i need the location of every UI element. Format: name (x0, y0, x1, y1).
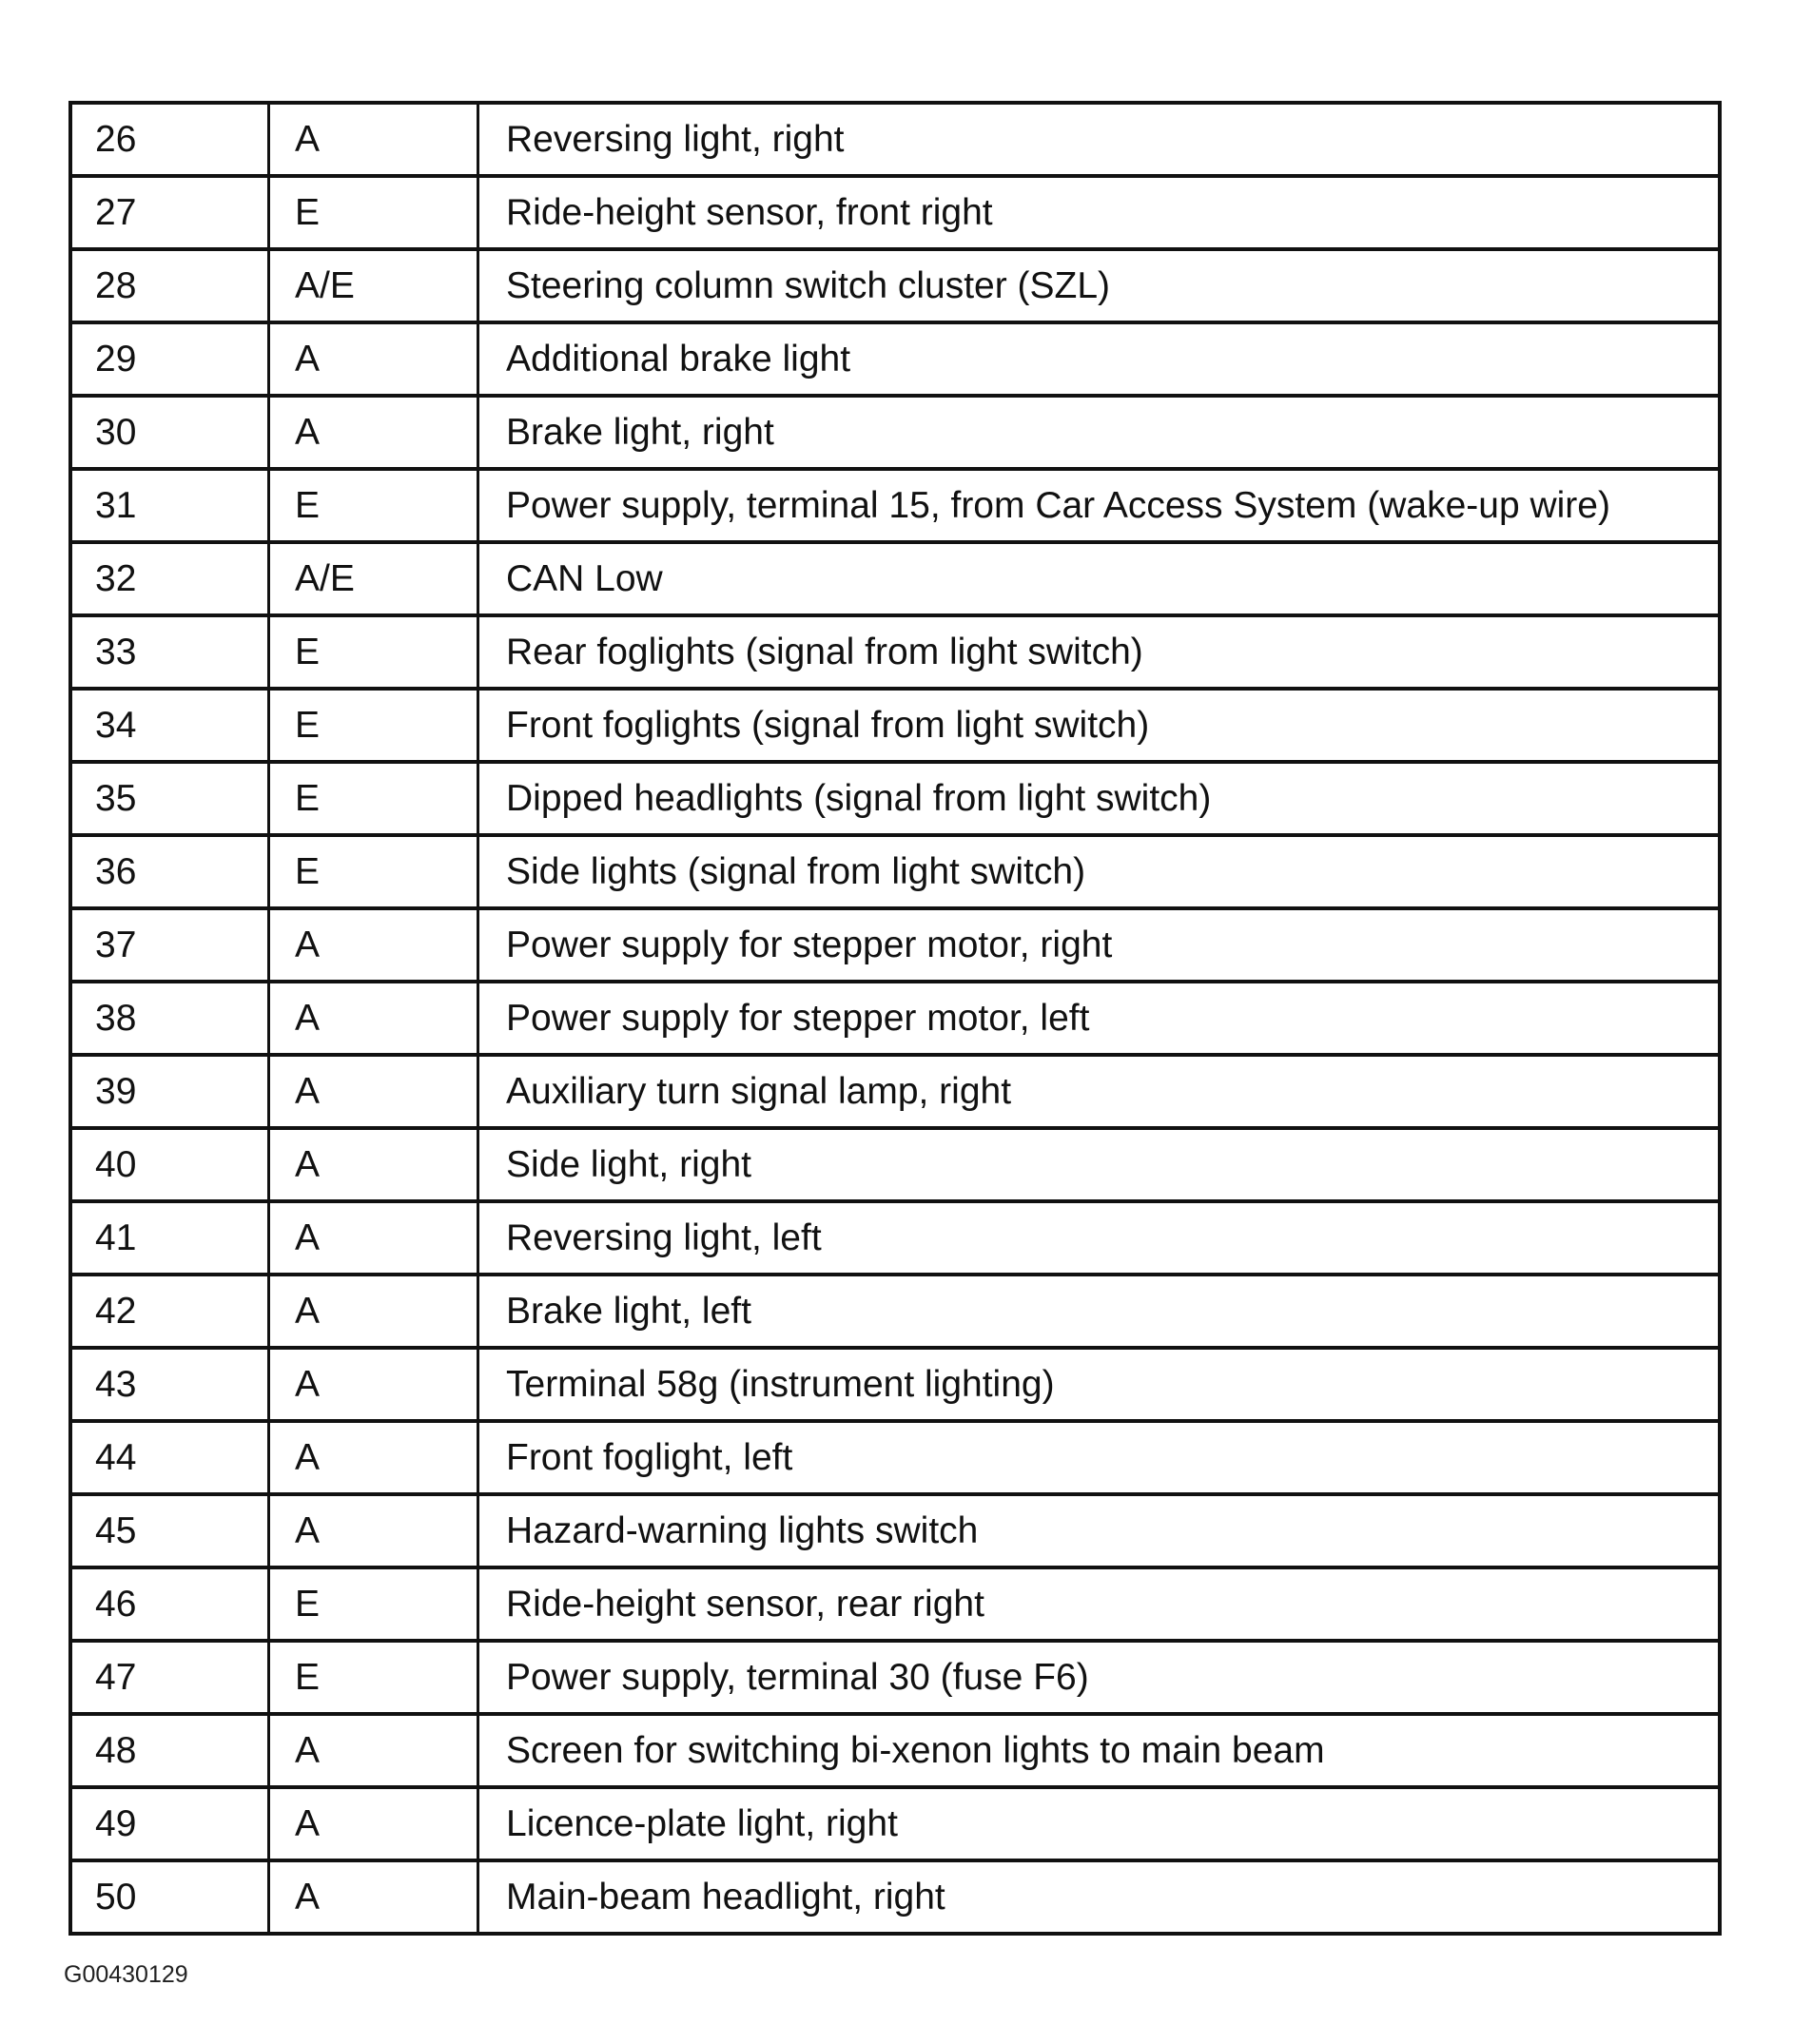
table-body (70, 103, 1720, 1934)
description-cell: Additional brake light (478, 322, 1721, 396)
pin-number-cell: 49 (70, 1787, 269, 1860)
table-row (70, 249, 1720, 322)
pin-number-cell: 26 (70, 103, 269, 176)
figure-id: G00430129 (64, 1961, 188, 1988)
signal-type-cell: A (269, 1348, 478, 1421)
pin-number-cell: 35 (70, 762, 269, 835)
signal-type-cell: A/E (269, 249, 478, 322)
signal-type-cell: A (269, 1275, 478, 1348)
table-row (70, 542, 1720, 615)
signal-type-cell: A (269, 1128, 478, 1201)
signal-type-cell: A (269, 982, 478, 1055)
pin-number-cell: 40 (70, 1128, 269, 1201)
signal-type-cell: E (269, 1567, 478, 1641)
pin-number-cell: 48 (70, 1714, 269, 1787)
table-row (70, 1714, 1720, 1787)
description-cell: Ride-height sensor, front right (478, 176, 1721, 249)
table-row (70, 1128, 1720, 1201)
signal-type-cell: A (269, 1201, 478, 1275)
pin-number-cell: 33 (70, 615, 269, 689)
pin-number-cell: 34 (70, 689, 269, 762)
description-cell: Ride-height sensor, rear right (478, 1567, 1721, 1641)
table-row (70, 762, 1720, 835)
signal-type-cell: A (269, 1494, 478, 1567)
table-row (70, 835, 1720, 908)
pin-number-cell: 38 (70, 982, 269, 1055)
description-cell: Licence-plate light, right (478, 1787, 1721, 1860)
pin-number-cell: 43 (70, 1348, 269, 1421)
description-cell: CAN Low (478, 542, 1721, 615)
pin-number-cell: 45 (70, 1494, 269, 1567)
description-cell: Front foglight, left (478, 1421, 1721, 1494)
description-cell: Power supply, terminal 15, from Car Access System (wake-up wire) (478, 469, 1721, 542)
signal-type-cell: E (269, 689, 478, 762)
pin-number-cell: 46 (70, 1567, 269, 1641)
pin-number-cell: 28 (70, 249, 269, 322)
table-row (70, 982, 1720, 1055)
pin-number-cell: 37 (70, 908, 269, 982)
signal-type-cell: A (269, 1055, 478, 1128)
table-row (70, 1275, 1720, 1348)
pin-number-cell: 50 (70, 1860, 269, 1934)
signal-type-cell: E (269, 762, 478, 835)
table-row (70, 689, 1720, 762)
table-row (70, 176, 1720, 249)
table-row (70, 469, 1720, 542)
signal-type-cell: E (269, 176, 478, 249)
table-row (70, 1055, 1720, 1128)
signal-type-cell: E (269, 469, 478, 542)
description-cell: Steering column switch cluster (SZL) (478, 249, 1721, 322)
pin-number-cell: 47 (70, 1641, 269, 1714)
description-cell: Rear foglights (signal from light switch) (478, 615, 1721, 689)
signal-type-cell: E (269, 835, 478, 908)
pin-number-cell: 42 (70, 1275, 269, 1348)
signal-type-cell: A (269, 1421, 478, 1494)
description-cell: Hazard-warning lights switch (478, 1494, 1721, 1567)
description-cell: Dipped headlights (signal from light switch) (478, 762, 1721, 835)
signal-type-cell: A (269, 322, 478, 396)
signal-type-cell: A (269, 908, 478, 982)
signal-type-cell: A/E (269, 542, 478, 615)
pin-number-cell: 31 (70, 469, 269, 542)
table-row (70, 103, 1720, 176)
description-cell: Power supply for stepper motor, left (478, 982, 1721, 1055)
description-cell: Brake light, right (478, 396, 1721, 469)
description-cell: Screen for switching bi-xenon lights to main beam (478, 1714, 1721, 1787)
table-row (70, 1348, 1720, 1421)
table-row (70, 1567, 1720, 1641)
description-cell: Front foglights (signal from light switch) (478, 689, 1721, 762)
pin-number-cell: 39 (70, 1055, 269, 1128)
table-row (70, 615, 1720, 689)
table-row (70, 1421, 1720, 1494)
description-cell: Auxiliary turn signal lamp, right (478, 1055, 1721, 1128)
table-row (70, 1787, 1720, 1860)
description-cell: Main-beam headlight, right (478, 1860, 1721, 1934)
description-cell: Brake light, left (478, 1275, 1721, 1348)
signal-type-cell: A (269, 1860, 478, 1934)
signal-type-cell: A (269, 103, 478, 176)
pin-number-cell: 30 (70, 396, 269, 469)
signal-type-cell: A (269, 1714, 478, 1787)
description-cell: Power supply for stepper motor, right (478, 908, 1721, 982)
description-cell: Reversing light, left (478, 1201, 1721, 1275)
table-row (70, 1860, 1720, 1934)
pin-number-cell: 32 (70, 542, 269, 615)
table-row (70, 1641, 1720, 1714)
signal-type-cell: E (269, 615, 478, 689)
description-cell: Side lights (signal from light switch) (478, 835, 1721, 908)
pin-number-cell: 29 (70, 322, 269, 396)
table-row (70, 1201, 1720, 1275)
table-row (70, 1494, 1720, 1567)
table-row (70, 396, 1720, 469)
pin-number-cell: 36 (70, 835, 269, 908)
table-row (70, 908, 1720, 982)
table-row (70, 322, 1720, 396)
description-cell: Terminal 58g (instrument lighting) (478, 1348, 1721, 1421)
pin-number-cell: 27 (70, 176, 269, 249)
description-cell: Reversing light, right (478, 103, 1721, 176)
signal-type-cell: E (269, 1641, 478, 1714)
description-cell: Side light, right (478, 1128, 1721, 1201)
pin-number-cell: 44 (70, 1421, 269, 1494)
pin-number-cell: 41 (70, 1201, 269, 1275)
signal-type-cell: A (269, 1787, 478, 1860)
signal-type-cell: A (269, 396, 478, 469)
description-cell: Power supply, terminal 30 (fuse F6) (478, 1641, 1721, 1714)
pin-assignment-table (68, 101, 1722, 1936)
